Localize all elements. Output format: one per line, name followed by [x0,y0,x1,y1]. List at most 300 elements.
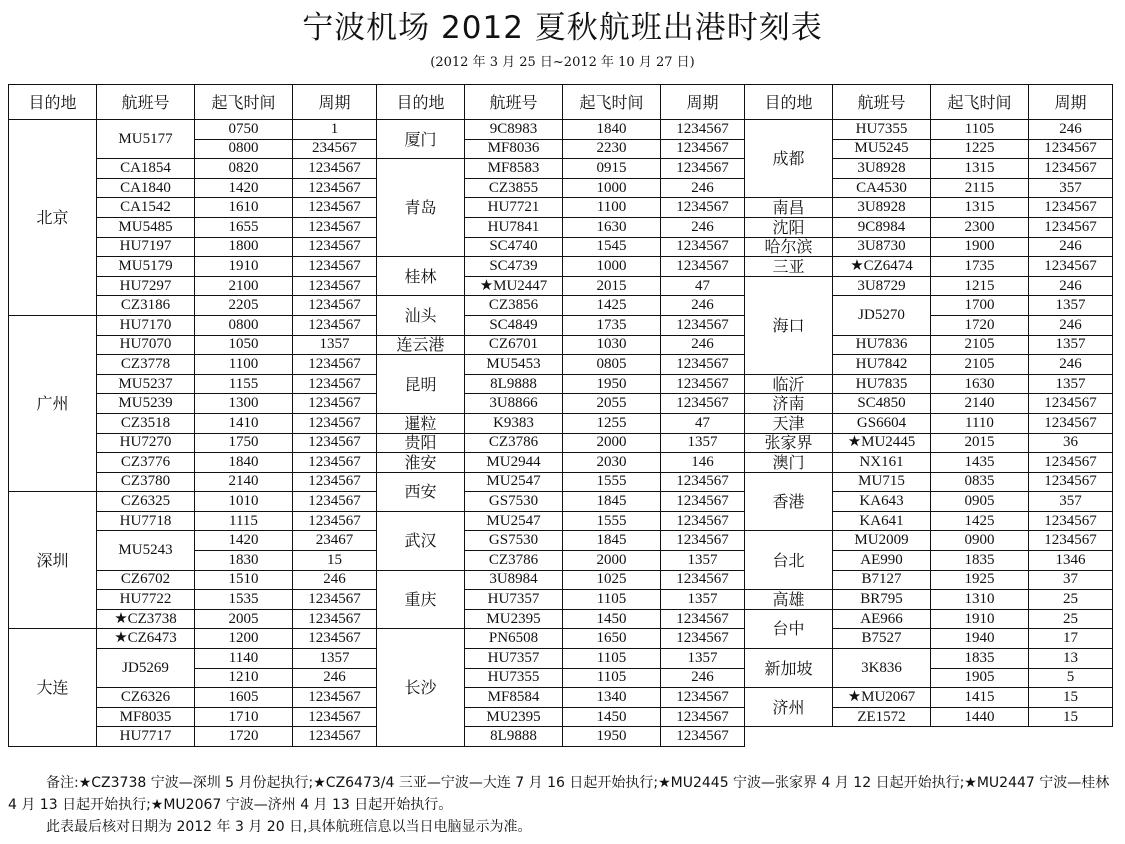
weekdays-cell: 1234567 [661,159,745,179]
weekdays-cell: 246 [661,335,745,355]
weekdays-cell: 1234567 [293,374,377,394]
weekdays-cell: 1357 [661,551,745,571]
weekdays-cell: 1234567 [293,492,377,512]
weekdays-cell: 1234567 [661,472,745,492]
departure-time-cell: 1115 [195,511,293,531]
weekdays-cell: 246 [661,217,745,237]
departure-time-cell: 1950 [563,374,661,394]
weekdays-cell: 1234567 [661,374,745,394]
weekdays-cell: 1234567 [661,139,745,159]
destination-cell: 高雄 [745,590,833,610]
schedule-table-2 [376,84,745,747]
flight-number-cell: 3U8729 [833,276,931,296]
departure-time-cell: 0800 [195,315,293,335]
weekdays-cell: 1234567 [661,531,745,551]
flight-number-cell: 3U8984 [465,570,563,590]
weekdays-cell: 1234567 [661,394,745,414]
departure-time-cell: 2100 [195,276,293,296]
departure-time-cell: 1105 [563,649,661,669]
flight-number-cell: PN6508 [465,629,563,649]
table-row [377,570,745,590]
header-departure-time: 起飞时间 [195,85,293,120]
destination-cell: 昆明 [377,355,465,414]
departure-time-cell: 1845 [563,492,661,512]
table-row [745,472,1113,492]
flight-number-cell: 8L9888 [465,727,563,747]
flight-number-cell: CZ3786 [465,551,563,571]
departure-time-cell: 1610 [195,198,293,218]
weekdays-cell: 1234567 [661,707,745,727]
departure-time-cell: 1410 [195,413,293,433]
weekdays-cell: 1234567 [293,178,377,198]
flight-number-cell: MU5485 [97,217,195,237]
departure-time-cell: 1210 [195,668,293,688]
departure-time-cell: 2105 [931,335,1029,355]
weekdays-cell: 246 [1029,276,1113,296]
flight-number-cell: 9C8983 [465,120,563,140]
table-row [377,433,745,453]
flight-number-cell: GS6604 [833,413,931,433]
table-row [377,511,745,531]
flight-number-cell: MF8036 [465,139,563,159]
table-row [745,413,1113,433]
destination-cell: 暹粒 [377,413,465,433]
flight-number-cell: SC4849 [465,315,563,335]
destination-cell: 香港 [745,472,833,531]
departure-time-cell: 1105 [563,590,661,610]
weekdays-cell: 1234567 [293,315,377,335]
flight-number-cell: 3U8730 [833,237,931,257]
departure-time-cell: 1630 [563,217,661,237]
table-row [745,394,1113,414]
flight-number-cell: HU7170 [97,315,195,335]
destination-cell: 海口 [745,276,833,374]
weekdays-cell: 15 [1029,707,1113,727]
departure-time-cell: 1105 [931,120,1029,140]
departure-time-cell: 0915 [563,159,661,179]
weekdays-cell: 1234567 [293,355,377,375]
flight-number-cell: AE990 [833,551,931,571]
weekdays-cell: 1234567 [1029,217,1113,237]
destination-cell: 沈阳 [745,217,833,237]
note-remark: 备注:★CZ3738 宁波—深圳 5 月份起执行;★CZ6473/4 三亚—宁波—大连 7 月 16 日起开始执行;★MU2445 宁波—张家界 4 月 12 日起开始执行;★MU2447 宁波—桂林 4 月 13 日起开始执行;★MU2067 宁波—济州 4 月 13 日起开始执行。 [8,775,1110,813]
weekdays-cell: 1234567 [293,609,377,629]
departure-time-cell: 1735 [931,257,1029,277]
weekdays-cell: 1234567 [293,727,377,747]
flight-number-cell: HU7197 [97,237,195,257]
table-row [377,413,745,433]
departure-time-cell: 1200 [195,629,293,649]
table-row [377,453,745,473]
table-row [745,590,1113,610]
header-departure-time: 起飞时间 [931,85,1029,120]
flight-number-cell: MU2395 [465,707,563,727]
flight-number-cell: MU5453 [465,355,563,375]
table-row [745,688,1113,708]
flight-number-cell: HU7718 [97,511,195,531]
table-row [745,374,1113,394]
flight-number-cell: MU5245 [833,139,931,159]
schedule-table-3 [744,84,1113,727]
destination-cell: 长沙 [377,629,465,747]
departure-time-cell: 1140 [195,649,293,669]
weekdays-cell: 1234567 [1029,198,1113,218]
destination-cell: 青岛 [377,159,465,257]
weekdays-cell: 1234567 [293,590,377,610]
departure-time-cell: 2015 [563,276,661,296]
destination-cell: 台北 [745,531,833,590]
flight-number-cell: ★CZ3738 [97,609,195,629]
departure-time-cell: 2230 [563,139,661,159]
weekdays-cell: 1234567 [293,707,377,727]
departure-time-cell: 1655 [195,217,293,237]
destination-cell: 哈尔滨 [745,237,833,257]
departure-time-cell: 2140 [931,394,1029,414]
departure-time-cell: 1000 [563,257,661,277]
flight-number-cell: CZ3780 [97,472,195,492]
weekdays-cell: 1 [293,120,377,140]
departure-time-cell: 1050 [195,335,293,355]
flight-number-cell: CA1840 [97,178,195,198]
destination-cell: 南昌 [745,198,833,218]
flight-number-cell: CZ6701 [465,335,563,355]
header-destination: 目的地 [745,85,833,120]
flight-number-cell: CZ6702 [97,570,195,590]
weekdays-cell: 1234567 [1029,139,1113,159]
table-row [9,629,377,649]
flight-number-cell: B7527 [833,629,931,649]
destination-cell: 西安 [377,472,465,511]
header-destination: 目的地 [9,85,97,120]
flight-number-cell: NX161 [833,453,931,473]
flight-number-cell: MU715 [833,472,931,492]
header-row [745,85,1113,120]
flight-number-cell: JD5269 [97,649,195,688]
table-row [745,649,1113,669]
page-title: 宁波机场 2012 夏秋航班出港时刻表 [302,10,823,46]
weekdays-cell: 246 [293,668,377,688]
flight-number-cell: HU7357 [465,590,563,610]
flight-number-cell: CZ3786 [465,433,563,453]
weekdays-cell: 1234567 [661,315,745,335]
flight-number-cell: CZ3856 [465,296,563,316]
weekdays-cell: 1234567 [1029,257,1113,277]
flight-number-cell: CZ3518 [97,413,195,433]
weekdays-cell: 5 [1029,668,1113,688]
departure-time-cell: 2055 [563,394,661,414]
schedule-table-1 [8,84,377,747]
weekdays-cell: 1234567 [661,570,745,590]
flight-number-cell: AE966 [833,609,931,629]
flight-number-cell: HU7836 [833,335,931,355]
departure-time-cell: 1315 [931,198,1029,218]
weekdays-cell: 1234567 [1029,413,1113,433]
departure-time-cell: 0905 [931,492,1029,512]
table-row [377,159,745,179]
destination-cell: 武汉 [377,511,465,570]
departure-time-cell: 1310 [931,590,1029,610]
destination-cell: 三亚 [745,257,833,277]
weekdays-cell: 1234567 [293,394,377,414]
departure-time-cell: 2115 [931,178,1029,198]
departure-time-cell: 1100 [563,198,661,218]
departure-time-cell: 1450 [563,609,661,629]
flight-number-cell: ★MU2067 [833,688,931,708]
weekdays-cell: 25 [1029,609,1113,629]
departure-time-cell: 2000 [563,551,661,571]
departure-time-cell: 1940 [931,629,1029,649]
flight-number-cell: CZ6325 [97,492,195,512]
departure-time-cell: 1840 [563,120,661,140]
departure-time-cell: 1555 [563,472,661,492]
header-weekdays: 周期 [293,85,377,120]
destination-cell: 临沂 [745,374,833,394]
flight-number-cell: HU7270 [97,433,195,453]
weekdays-cell: 246 [1029,315,1113,335]
weekdays-cell: 1234567 [661,257,745,277]
destination-cell: 重庆 [377,570,465,629]
departure-time-cell: 2300 [931,217,1029,237]
destination-cell: 新加坡 [745,649,833,688]
destination-cell: 北京 [9,120,97,316]
departure-time-cell: 1255 [563,413,661,433]
flight-number-cell: HU7357 [465,649,563,669]
header-destination: 目的地 [377,85,465,120]
departure-time-cell: 1700 [931,296,1029,316]
weekdays-cell: 1357 [293,335,377,355]
flight-number-cell: MU5177 [97,120,195,159]
weekdays-cell: 1234567 [1029,511,1113,531]
departure-time-cell: 2105 [931,355,1029,375]
departure-time-cell: 0820 [195,159,293,179]
weekdays-cell: 1357 [1029,335,1113,355]
weekdays-cell: 246 [1029,355,1113,375]
destination-cell: 澳门 [745,453,833,473]
departure-time-cell: 1720 [195,727,293,747]
departure-time-cell: 1100 [195,355,293,375]
departure-time-cell: 1415 [931,688,1029,708]
table-row [9,315,377,335]
departure-time-cell: 1435 [931,453,1029,473]
departure-time-cell: 1300 [195,394,293,414]
weekdays-cell: 17 [1029,629,1113,649]
table-row [377,472,745,492]
destination-cell: 广州 [9,315,97,491]
weekdays-cell: 1234567 [293,688,377,708]
departure-time-cell: 2030 [563,453,661,473]
flight-number-cell: CZ3855 [465,178,563,198]
table-row [745,609,1113,629]
table-row [9,492,377,512]
destination-cell: 天津 [745,413,833,433]
departure-time-cell: 1225 [931,139,1029,159]
table-row [377,257,745,277]
header-flight-number: 航班号 [833,85,931,120]
weekdays-cell: 1234567 [1029,159,1113,179]
table-row [377,296,745,316]
flight-number-cell: CZ3776 [97,453,195,473]
flight-number-cell: MU5179 [97,257,195,277]
destination-cell: 贵阳 [377,433,465,453]
flight-number-cell: MU5243 [97,531,195,570]
table-row [745,198,1113,218]
weekdays-cell: 37 [1029,570,1113,590]
destination-cell: 连云港 [377,335,465,355]
flight-number-cell: MU2009 [833,531,931,551]
weekdays-cell: 36 [1029,433,1113,453]
flight-number-cell: 3U8928 [833,198,931,218]
weekdays-cell: 1234567 [293,629,377,649]
weekdays-cell: 1234567 [1029,472,1113,492]
flight-number-cell: HU7355 [833,120,931,140]
weekdays-cell: 357 [1029,178,1113,198]
weekdays-cell: 1234567 [293,472,377,492]
departure-time-cell: 2000 [563,433,661,453]
weekdays-cell: 1234567 [661,688,745,708]
weekdays-cell: 1234567 [1029,531,1113,551]
flight-number-cell: MU2547 [465,511,563,531]
departure-time-cell: 0900 [931,531,1029,551]
weekdays-cell: 1234567 [1029,394,1113,414]
departure-time-cell: 2140 [195,472,293,492]
weekdays-cell: 246 [661,296,745,316]
destination-cell: 厦门 [377,120,465,159]
weekdays-cell: 1357 [661,590,745,610]
departure-time-cell: 1630 [931,374,1029,394]
departure-time-cell: 1010 [195,492,293,512]
table-row [377,335,745,355]
departure-time-cell: 1835 [931,649,1029,669]
table-row [377,629,745,649]
flight-number-cell: ZE1572 [833,707,931,727]
flight-number-cell: ★CZ6473 [97,629,195,649]
weekdays-cell: 1234567 [293,276,377,296]
flight-number-cell: MF8035 [97,707,195,727]
departure-time-cell: 1710 [195,707,293,727]
flight-number-cell: CZ3186 [97,296,195,316]
departure-time-cell: 1800 [195,237,293,257]
destination-cell: 汕头 [377,296,465,335]
departure-time-cell: 1910 [195,257,293,277]
weekdays-cell: 1234567 [661,237,745,257]
flight-number-cell: ★MU2447 [465,276,563,296]
weekdays-cell: 1234567 [293,453,377,473]
table-row [745,531,1113,551]
weekdays-cell: 246 [661,668,745,688]
weekdays-cell: 1234567 [661,727,745,747]
flight-number-cell: ★MU2445 [833,433,931,453]
flight-number-cell: CA1542 [97,198,195,218]
weekdays-cell: 47 [661,413,745,433]
departure-time-cell: 1110 [931,413,1029,433]
departure-time-cell: 0805 [563,355,661,375]
destination-cell: 济州 [745,688,833,727]
flight-number-cell: HU7835 [833,374,931,394]
destination-cell: 台中 [745,609,833,648]
weekdays-cell: 1234567 [293,237,377,257]
weekdays-cell: 25 [1029,590,1113,610]
header-weekdays: 周期 [1029,85,1113,120]
weekdays-cell: 1234567 [661,511,745,531]
header-flight-number: 航班号 [465,85,563,120]
destination-cell: 深圳 [9,492,97,629]
weekdays-cell: 1357 [1029,374,1113,394]
departure-time-cell: 1030 [563,335,661,355]
table-row [745,276,1113,296]
departure-time-cell: 1420 [195,178,293,198]
departure-time-cell: 2015 [931,433,1029,453]
destination-cell: 淮安 [377,453,465,473]
table-row [9,120,377,140]
flight-number-cell: BR795 [833,590,931,610]
flight-number-cell: HU7721 [465,198,563,218]
weekdays-cell: 234567 [293,139,377,159]
weekdays-cell: 1234567 [293,159,377,179]
departure-time-cell: 1315 [931,159,1029,179]
weekdays-cell: 1234567 [293,433,377,453]
notes [8,772,1118,838]
flight-number-cell: ★CZ6474 [833,257,931,277]
flight-number-cell: B7127 [833,570,931,590]
departure-time-cell: 1440 [931,707,1029,727]
table-row [745,433,1113,453]
flight-number-cell: HU7070 [97,335,195,355]
weekdays-cell: 1234567 [293,296,377,316]
weekdays-cell: 1357 [1029,296,1113,316]
table-row [745,120,1113,140]
departure-time-cell: 1925 [931,570,1029,590]
departure-time-cell: 1950 [563,727,661,747]
note-last-checked: 此表最后核对日期为 2012 年 3 月 20 日,具体航班信息以当日电脑显示为准。 [46,819,532,835]
weekdays-cell: 13 [1029,649,1113,669]
weekdays-cell: 15 [293,551,377,571]
weekdays-cell: 1234567 [661,198,745,218]
weekdays-cell: 1234567 [293,217,377,237]
table-row [745,453,1113,473]
weekdays-cell: 47 [661,276,745,296]
flight-number-cell: KA643 [833,492,931,512]
weekdays-cell: 1234567 [293,198,377,218]
weekdays-cell: 1234567 [293,511,377,531]
flight-number-cell: HU7841 [465,217,563,237]
departure-time-cell: 1910 [931,609,1029,629]
departure-time-cell: 1215 [931,276,1029,296]
flight-number-cell: HU7355 [465,668,563,688]
departure-time-cell: 1555 [563,511,661,531]
weekdays-cell: 246 [1029,120,1113,140]
departure-time-cell: 1025 [563,570,661,590]
table-row [745,217,1113,237]
flight-number-cell: SC4740 [465,237,563,257]
departure-time-cell: 1830 [195,551,293,571]
flight-number-cell: GS7530 [465,531,563,551]
weekdays-cell: 1357 [661,433,745,453]
flight-number-cell: SC4739 [465,257,563,277]
flight-number-cell: MU2395 [465,609,563,629]
weekdays-cell: 357 [1029,492,1113,512]
table-row [745,257,1113,277]
departure-time-cell: 1835 [931,551,1029,571]
date-range: (2012 年 3 月 25 日~2012 年 10 月 27 日) [430,55,695,70]
weekdays-cell: 1234567 [661,120,745,140]
weekdays-cell: 146 [661,453,745,473]
flight-number-cell: 3U8928 [833,159,931,179]
flight-number-cell: HU7297 [97,276,195,296]
departure-time-cell: 1650 [563,629,661,649]
departure-time-cell: 1840 [195,453,293,473]
weekdays-cell: 246 [661,178,745,198]
flight-number-cell: MF8584 [465,688,563,708]
